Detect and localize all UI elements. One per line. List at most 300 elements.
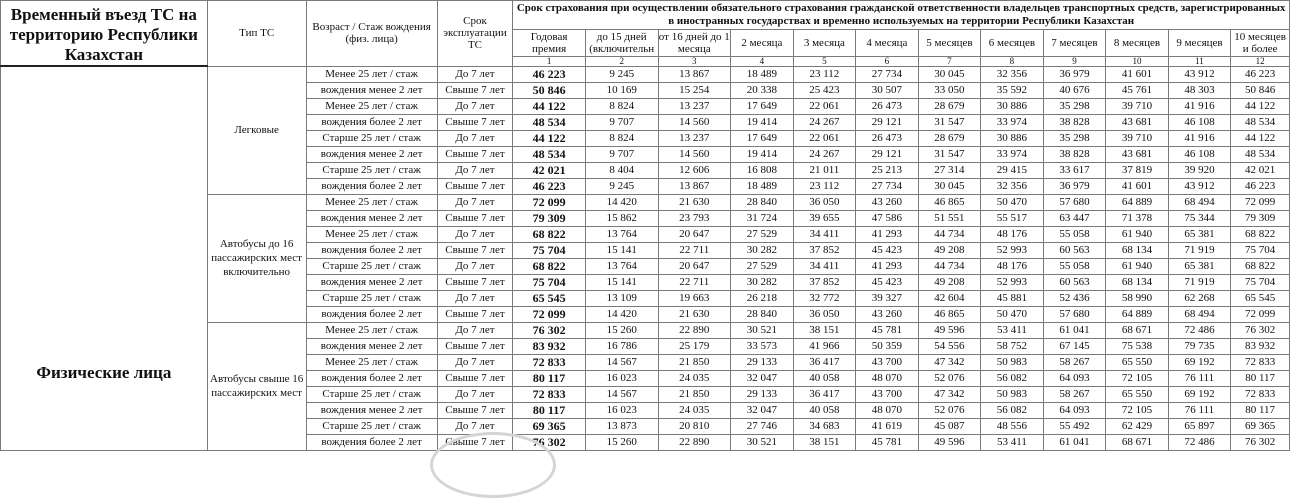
premium-cell: 34 411 — [793, 226, 856, 242]
period-header: 4 месяца — [856, 30, 919, 57]
premium-cell: 64 889 — [1106, 194, 1169, 210]
premium-cell: 32 047 — [731, 402, 794, 418]
premium-cell: 44 122 — [1231, 130, 1290, 146]
premium-cell: 65 550 — [1106, 386, 1169, 402]
premium-cell: 79 735 — [1168, 338, 1231, 354]
service-life-cell: До 7 лет — [437, 130, 513, 146]
premium-cell: 62 268 — [1168, 290, 1231, 306]
premium-cell: 48 070 — [856, 402, 919, 418]
premium-cell: 36 050 — [793, 306, 856, 322]
premium-cell: 68 494 — [1168, 194, 1231, 210]
premium-cell: 27 529 — [731, 258, 794, 274]
age-experience-cell: вождения более 2 лет — [306, 370, 437, 386]
premium-cell: 44 734 — [918, 226, 981, 242]
annual-premium-cell: 72 099 — [513, 194, 586, 210]
premium-cell: 41 601 — [1106, 66, 1169, 82]
premium-cell: 48 070 — [856, 370, 919, 386]
service-life-cell: Свыше 7 лет — [437, 402, 513, 418]
period-header: 2 месяца — [731, 30, 794, 57]
premium-cell: 29 415 — [981, 162, 1044, 178]
premium-cell: 61 041 — [1043, 322, 1106, 338]
premium-cell: 48 534 — [1231, 146, 1290, 162]
premium-cell: 28 840 — [731, 306, 794, 322]
premium-cell: 76 302 — [1231, 322, 1290, 338]
premium-cell: 14 560 — [658, 146, 731, 162]
premium-cell: 61 940 — [1106, 226, 1169, 242]
premium-cell: 49 596 — [918, 434, 981, 450]
age-experience-cell: вождения менее 2 лет — [306, 402, 437, 418]
premium-cell: 21 850 — [658, 386, 731, 402]
premium-cell: 25 213 — [856, 162, 919, 178]
premium-cell: 17 649 — [731, 98, 794, 114]
premium-cell: 45 781 — [856, 322, 919, 338]
premium-cell: 39 710 — [1106, 98, 1169, 114]
premium-cell: 9 707 — [585, 146, 658, 162]
service-life-cell: До 7 лет — [437, 98, 513, 114]
premium-cell: 15 254 — [658, 82, 731, 98]
age-experience-cell: Старше 25 лет / стаж — [306, 258, 437, 274]
premium-cell: 30 521 — [731, 434, 794, 450]
premium-cell: 43 681 — [1106, 114, 1169, 130]
premium-cell: 24 035 — [658, 370, 731, 386]
premium-cell: 61 940 — [1106, 258, 1169, 274]
premium-cell: 39 655 — [793, 210, 856, 226]
annual-premium-cell: 48 534 — [513, 146, 586, 162]
period-header: Годовая премия — [513, 30, 586, 57]
premium-cell: 50 470 — [981, 306, 1044, 322]
premium-cell: 8 824 — [585, 130, 658, 146]
annual-premium-cell: 75 704 — [513, 274, 586, 290]
premium-cell: 14 420 — [585, 194, 658, 210]
premium-cell: 49 596 — [918, 322, 981, 338]
premium-cell: 46 108 — [1168, 114, 1231, 130]
premium-cell: 68 134 — [1106, 242, 1169, 258]
premium-cell: 14 420 — [585, 306, 658, 322]
premium-cell: 72 105 — [1106, 402, 1169, 418]
premium-cell: 24 267 — [793, 114, 856, 130]
period-header: 9 месяцев — [1168, 30, 1231, 57]
annual-premium-cell: 68 822 — [513, 258, 586, 274]
service-life-cell: Свыше 7 лет — [437, 338, 513, 354]
premium-cell: 57 680 — [1043, 306, 1106, 322]
premium-cell: 40 058 — [793, 402, 856, 418]
age-experience-cell: вождения более 2 лет — [306, 114, 437, 130]
service-life-cell: До 7 лет — [437, 258, 513, 274]
premium-cell: 48 176 — [981, 258, 1044, 274]
premium-cell: 30 886 — [981, 98, 1044, 114]
premium-cell: 20 810 — [658, 418, 731, 434]
group-label: Физические лица — [1, 66, 208, 450]
premium-cell: 26 473 — [856, 130, 919, 146]
premium-cell: 21 850 — [658, 354, 731, 370]
premium-cell: 41 293 — [856, 226, 919, 242]
premium-cell: 15 260 — [585, 322, 658, 338]
premium-cell: 60 563 — [1043, 242, 1106, 258]
annual-premium-cell: 76 302 — [513, 434, 586, 450]
premium-cell: 19 663 — [658, 290, 731, 306]
premium-cell: 37 852 — [793, 242, 856, 258]
premium-cell: 61 041 — [1043, 434, 1106, 450]
premium-cell: 43 681 — [1106, 146, 1169, 162]
premium-cell: 53 411 — [981, 322, 1044, 338]
period-header: 6 месяцев — [981, 30, 1044, 57]
premium-cell: 50 470 — [981, 194, 1044, 210]
premium-cell: 32 047 — [731, 370, 794, 386]
premium-cell: 30 886 — [981, 130, 1044, 146]
premium-cell: 54 556 — [918, 338, 981, 354]
service-life-header: Срок эксплуатации ТС — [437, 1, 513, 67]
age-experience-cell: Менее 25 лет / стаж — [306, 66, 437, 82]
premium-cell: 40 058 — [793, 370, 856, 386]
premium-cell: 21 011 — [793, 162, 856, 178]
service-life-cell: Свыше 7 лет — [437, 370, 513, 386]
premium-cell: 64 889 — [1106, 306, 1169, 322]
premium-cell: 43 260 — [856, 306, 919, 322]
premium-cell: 15 141 — [585, 242, 658, 258]
premium-cell: 15 141 — [585, 274, 658, 290]
premium-cell: 65 545 — [1231, 290, 1290, 306]
premium-cell: 24 267 — [793, 146, 856, 162]
premium-cell: 30 521 — [731, 322, 794, 338]
premium-cell: 75 538 — [1106, 338, 1169, 354]
premium-cell: 10 169 — [585, 82, 658, 98]
premium-cell: 56 082 — [981, 370, 1044, 386]
premium-cell: 45 423 — [856, 242, 919, 258]
premium-cell: 55 492 — [1043, 418, 1106, 434]
annual-premium-cell: 80 117 — [513, 402, 586, 418]
premium-cell: 16 023 — [585, 402, 658, 418]
vehicle-type-header: Тип ТС — [207, 1, 306, 67]
service-life-cell: Свыше 7 лет — [437, 82, 513, 98]
premium-cell: 68 822 — [1231, 258, 1290, 274]
age-experience-cell: вождения менее 2 лет — [306, 338, 437, 354]
service-life-cell: До 7 лет — [437, 162, 513, 178]
premium-cell: 23 112 — [793, 66, 856, 82]
premium-cell: 23 793 — [658, 210, 731, 226]
service-life-cell: Свыше 7 лет — [437, 178, 513, 194]
period-header: 7 месяцев — [1043, 30, 1106, 57]
premium-cell: 45 781 — [856, 434, 919, 450]
premium-cell: 13 237 — [658, 98, 731, 114]
service-life-cell: До 7 лет — [437, 226, 513, 242]
vehicle-category: Автобусы до 16 пассажирских мест включительно — [207, 194, 306, 322]
age-experience-cell: вождения более 2 лет — [306, 434, 437, 450]
premium-cell: 68 671 — [1106, 434, 1169, 450]
premium-cell: 22 890 — [658, 434, 731, 450]
premium-cell: 29 133 — [731, 386, 794, 402]
premium-cell: 41 293 — [856, 258, 919, 274]
annual-premium-cell: 46 223 — [513, 178, 586, 194]
age-experience-cell: Менее 25 лет / стаж — [306, 194, 437, 210]
premium-cell: 50 983 — [981, 386, 1044, 402]
premium-cell: 27 734 — [856, 178, 919, 194]
annual-premium-cell: 48 534 — [513, 114, 586, 130]
premium-cell: 22 711 — [658, 274, 731, 290]
premium-cell: 47 342 — [918, 386, 981, 402]
premium-cell: 71 919 — [1168, 242, 1231, 258]
premium-cell: 39 710 — [1106, 130, 1169, 146]
premium-cell: 14 560 — [658, 114, 731, 130]
premium-cell: 41 601 — [1106, 178, 1169, 194]
premium-cell: 58 267 — [1043, 386, 1106, 402]
premium-cell: 41 619 — [856, 418, 919, 434]
premium-cell: 52 993 — [981, 274, 1044, 290]
premium-cell: 58 267 — [1043, 354, 1106, 370]
service-life-cell: До 7 лет — [437, 322, 513, 338]
premium-cell: 14 567 — [585, 386, 658, 402]
premium-cell: 49 208 — [918, 242, 981, 258]
premium-cell: 35 298 — [1043, 130, 1106, 146]
premium-cell: 27 529 — [731, 226, 794, 242]
premium-cell: 68 822 — [1231, 226, 1290, 242]
premium-cell: 29 121 — [856, 114, 919, 130]
premium-cell: 46 223 — [1231, 178, 1290, 194]
annual-premium-cell: 44 122 — [513, 130, 586, 146]
premium-cell: 52 076 — [918, 402, 981, 418]
premium-cell: 37 819 — [1106, 162, 1169, 178]
age-experience-cell: вождения менее 2 лет — [306, 82, 437, 98]
premium-cell: 39 920 — [1168, 162, 1231, 178]
premium-cell: 67 145 — [1043, 338, 1106, 354]
premium-cell: 20 338 — [731, 82, 794, 98]
premium-cell: 65 381 — [1168, 226, 1231, 242]
premium-cell: 26 473 — [856, 98, 919, 114]
column-number: 12 — [1231, 57, 1290, 66]
premium-cell: 45 087 — [918, 418, 981, 434]
premium-cell: 13 867 — [658, 178, 731, 194]
premium-cell: 29 121 — [856, 146, 919, 162]
page-title: Временный въезд ТС на территорию Республики Казахстан — [1, 1, 208, 67]
premium-cell: 52 436 — [1043, 290, 1106, 306]
premium-cell: 72 833 — [1231, 354, 1290, 370]
premium-cell: 14 567 — [585, 354, 658, 370]
premium-cell: 52 993 — [981, 242, 1044, 258]
service-life-cell: Свыше 7 лет — [437, 306, 513, 322]
period-header: 5 месяцев — [918, 30, 981, 57]
premium-cell: 19 414 — [731, 146, 794, 162]
annual-premium-cell: 46 223 — [513, 66, 586, 82]
premium-cell: 31 547 — [918, 146, 981, 162]
age-experience-cell: Менее 25 лет / стаж — [306, 354, 437, 370]
annual-premium-cell: 68 822 — [513, 226, 586, 242]
premium-cell: 64 093 — [1043, 402, 1106, 418]
premium-cell: 75 344 — [1168, 210, 1231, 226]
premium-cell: 33 050 — [918, 82, 981, 98]
age-experience-cell: вождения более 2 лет — [306, 178, 437, 194]
premium-cell: 69 365 — [1231, 418, 1290, 434]
service-life-cell: До 7 лет — [437, 290, 513, 306]
premium-cell: 43 700 — [856, 386, 919, 402]
premium-cell: 33 573 — [731, 338, 794, 354]
premium-cell: 27 734 — [856, 66, 919, 82]
column-number: 4 — [731, 57, 794, 66]
premium-cell: 79 309 — [1231, 210, 1290, 226]
premium-cell: 18 489 — [731, 178, 794, 194]
age-experience-cell: Менее 25 лет / стаж — [306, 98, 437, 114]
premium-cell: 33 974 — [981, 114, 1044, 130]
column-number: 5 — [793, 57, 856, 66]
premium-cell: 76 111 — [1168, 370, 1231, 386]
premium-cell: 27 746 — [731, 418, 794, 434]
premium-cell: 53 411 — [981, 434, 1044, 450]
service-life-cell: Свыше 7 лет — [437, 274, 513, 290]
premium-cell: 80 117 — [1231, 402, 1290, 418]
premium-cell: 28 679 — [918, 130, 981, 146]
premium-cell: 80 117 — [1231, 370, 1290, 386]
premium-cell: 43 912 — [1168, 66, 1231, 82]
premium-cell: 41 966 — [793, 338, 856, 354]
premium-cell: 55 058 — [1043, 258, 1106, 274]
premium-cell: 31 724 — [731, 210, 794, 226]
premium-cell: 8 404 — [585, 162, 658, 178]
premium-cell: 9 707 — [585, 114, 658, 130]
premium-cell: 36 979 — [1043, 178, 1106, 194]
premium-cell: 69 192 — [1168, 386, 1231, 402]
annual-premium-cell: 75 704 — [513, 242, 586, 258]
premium-cell: 43 700 — [856, 354, 919, 370]
premium-cell: 51 551 — [918, 210, 981, 226]
annual-premium-cell: 42 021 — [513, 162, 586, 178]
age-experience-cell: вождения менее 2 лет — [306, 274, 437, 290]
premium-cell: 42 021 — [1231, 162, 1290, 178]
premium-cell: 30 282 — [731, 242, 794, 258]
premium-cell: 39 327 — [856, 290, 919, 306]
service-life-cell: Свыше 7 лет — [437, 146, 513, 162]
premium-cell: 9 245 — [585, 66, 658, 82]
column-number: 11 — [1168, 57, 1231, 66]
service-life-cell: До 7 лет — [437, 354, 513, 370]
premium-cell: 55 517 — [981, 210, 1044, 226]
premium-cell: 46 865 — [918, 306, 981, 322]
table-row — [1, 66, 1290, 82]
premium-cell: 72 099 — [1231, 194, 1290, 210]
premium-cell: 30 507 — [856, 82, 919, 98]
premium-cell: 38 151 — [793, 322, 856, 338]
premium-cell: 72 099 — [1231, 306, 1290, 322]
premium-cell: 48 556 — [981, 418, 1044, 434]
service-life-cell: Свыше 7 лет — [437, 210, 513, 226]
premium-cell: 38 151 — [793, 434, 856, 450]
premium-cell: 30 282 — [731, 274, 794, 290]
premium-cell: 35 592 — [981, 82, 1044, 98]
premium-cell: 36 979 — [1043, 66, 1106, 82]
service-life-cell: Свыше 7 лет — [437, 114, 513, 130]
age-experience-cell: Старше 25 лет / стаж — [306, 162, 437, 178]
premium-cell: 50 846 — [1231, 82, 1290, 98]
age-experience-cell: вождения более 2 лет — [306, 242, 437, 258]
annual-premium-cell: 69 365 — [513, 418, 586, 434]
premium-cell: 71 919 — [1168, 274, 1231, 290]
premium-cell: 63 447 — [1043, 210, 1106, 226]
premium-cell: 19 414 — [731, 114, 794, 130]
age-experience-cell: Старше 25 лет / стаж — [306, 418, 437, 434]
service-life-cell: Свыше 7 лет — [437, 434, 513, 450]
vehicle-category: Легковые — [207, 66, 306, 194]
premium-cell: 22 061 — [793, 98, 856, 114]
premium-cell: 40 676 — [1043, 82, 1106, 98]
premium-cell: 22 061 — [793, 130, 856, 146]
premium-cell: 21 630 — [658, 306, 731, 322]
premium-cell: 48 176 — [981, 226, 1044, 242]
annual-premium-cell: 80 117 — [513, 370, 586, 386]
premium-cell: 50 983 — [981, 354, 1044, 370]
column-number: 9 — [1043, 57, 1106, 66]
premium-cell: 46 865 — [918, 194, 981, 210]
premium-cell: 18 489 — [731, 66, 794, 82]
premium-cell: 26 218 — [731, 290, 794, 306]
premium-cell: 30 045 — [918, 178, 981, 194]
premium-cell: 27 314 — [918, 162, 981, 178]
premium-cell: 31 547 — [918, 114, 981, 130]
age-experience-cell: Старше 25 лет / стаж — [306, 130, 437, 146]
premium-cell: 50 359 — [856, 338, 919, 354]
premium-cell: 43 912 — [1168, 178, 1231, 194]
column-number: 7 — [918, 57, 981, 66]
period-header: от 16 дней до 1 месяца — [658, 31, 730, 56]
period-header: до 15 дней (включительн — [585, 30, 658, 57]
premium-cell: 15 260 — [585, 434, 658, 450]
premium-cell: 72 486 — [1168, 434, 1231, 450]
insurance-period-header: Срок страхования при осуществлении обязательного страхования гражданской ответственности владельцев транспортных средств, зарегистрированных в иностранных государствах и временно используемых на территории Республики Казахстан — [513, 1, 1290, 30]
premium-cell: 38 828 — [1043, 114, 1106, 130]
period-header: 3 месяца — [793, 30, 856, 57]
premium-cell: 56 082 — [981, 402, 1044, 418]
premium-cell: 43 260 — [856, 194, 919, 210]
premium-cell: 29 133 — [731, 354, 794, 370]
premium-cell: 68 671 — [1106, 322, 1169, 338]
premium-cell: 69 192 — [1168, 354, 1231, 370]
annual-premium-cell: 79 309 — [513, 210, 586, 226]
premium-cell: 32 772 — [793, 290, 856, 306]
premium-cell: 16 808 — [731, 162, 794, 178]
annual-premium-cell: 72 833 — [513, 354, 586, 370]
premium-cell: 22 890 — [658, 322, 731, 338]
period-header: 8 месяцев — [1106, 30, 1169, 57]
premium-cell: 72 105 — [1106, 370, 1169, 386]
premium-cell: 46 108 — [1168, 146, 1231, 162]
premium-cell: 13 873 — [585, 418, 658, 434]
premium-cell: 76 111 — [1168, 402, 1231, 418]
premium-cell: 34 411 — [793, 258, 856, 274]
premium-cell: 13 237 — [658, 130, 731, 146]
premium-cell: 16 023 — [585, 370, 658, 386]
premium-cell: 41 916 — [1168, 98, 1231, 114]
service-life-cell: До 7 лет — [437, 194, 513, 210]
premium-cell: 64 093 — [1043, 370, 1106, 386]
column-number: 10 — [1106, 57, 1169, 66]
premium-cell: 75 704 — [1231, 242, 1290, 258]
premium-cell: 15 862 — [585, 210, 658, 226]
premium-cell: 24 035 — [658, 402, 731, 418]
premium-cell: 47 586 — [856, 210, 919, 226]
premium-cell: 13 109 — [585, 290, 658, 306]
premium-cell: 22 711 — [658, 242, 731, 258]
premium-cell: 44 122 — [1231, 98, 1290, 114]
service-life-cell: До 7 лет — [437, 66, 513, 82]
annual-premium-cell: 76 302 — [513, 322, 586, 338]
premium-cell: 65 897 — [1168, 418, 1231, 434]
premium-cell: 72 486 — [1168, 322, 1231, 338]
premium-cell: 45 423 — [856, 274, 919, 290]
premium-cell: 32 356 — [981, 66, 1044, 82]
age-experience-cell: вождения менее 2 лет — [306, 210, 437, 226]
premium-cell: 58 990 — [1106, 290, 1169, 306]
premium-cell: 35 298 — [1043, 98, 1106, 114]
annual-premium-cell: 72 833 — [513, 386, 586, 402]
premium-cell: 44 734 — [918, 258, 981, 274]
annual-premium-cell: 65 545 — [513, 290, 586, 306]
premium-cell: 65 550 — [1106, 354, 1169, 370]
